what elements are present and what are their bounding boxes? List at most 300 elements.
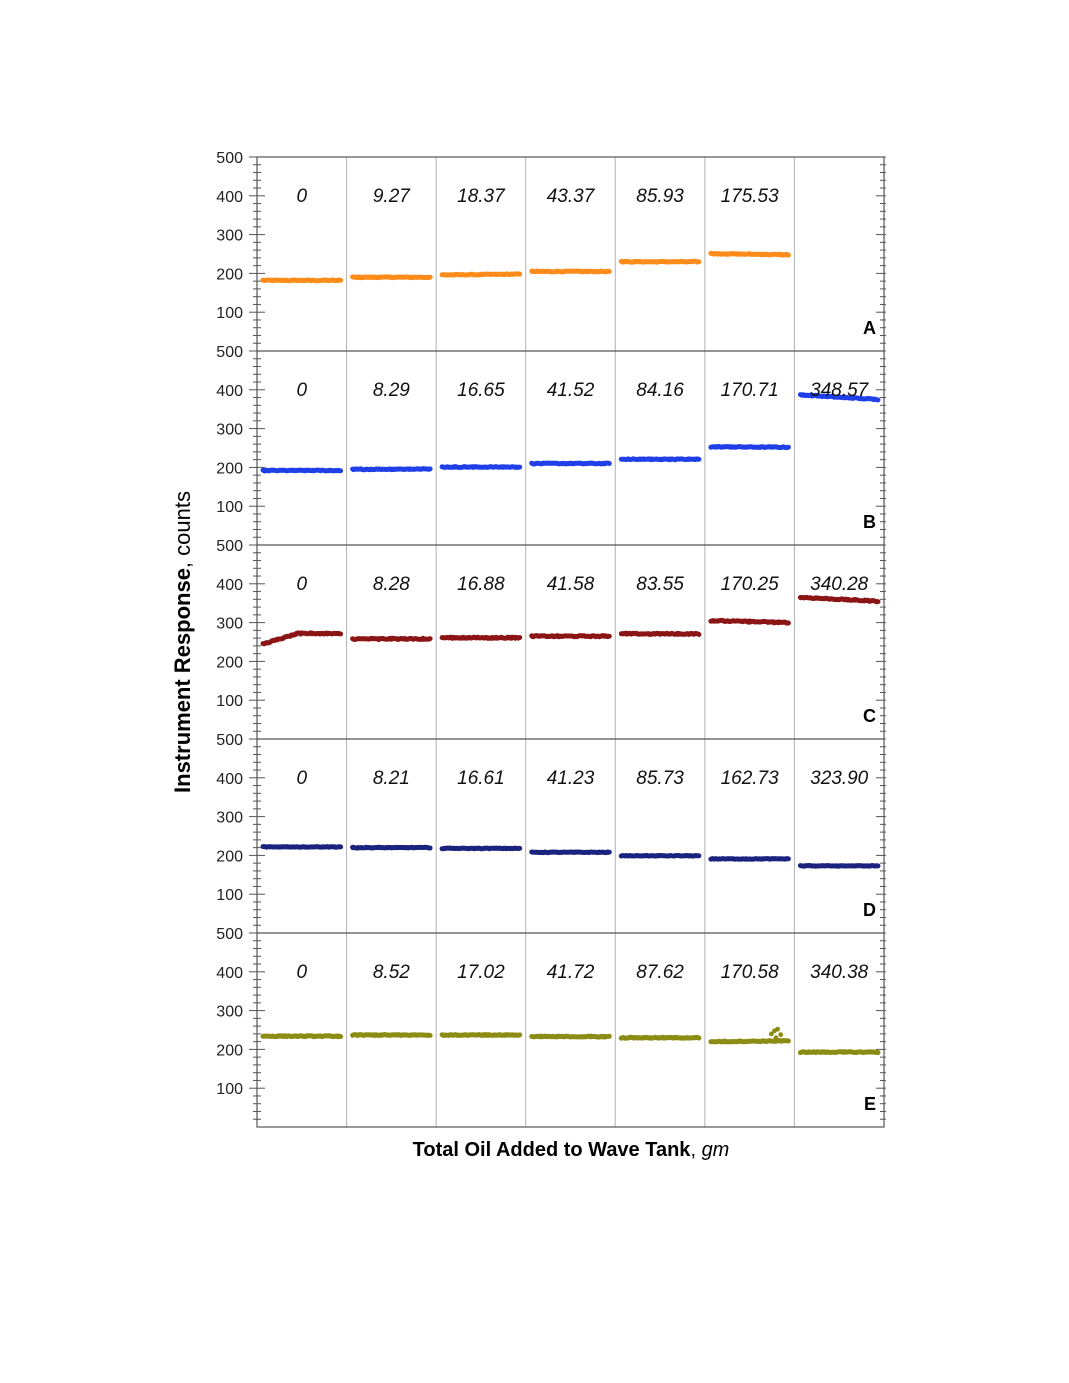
panel-letter-D: D	[863, 900, 876, 920]
data-point	[637, 854, 641, 858]
data-point	[499, 846, 503, 850]
data-point	[392, 1033, 396, 1037]
data-point	[854, 599, 858, 603]
dose-label: 18.37	[457, 186, 505, 207]
data-point	[735, 619, 739, 623]
data-point	[462, 1033, 466, 1037]
data-point	[847, 1050, 851, 1054]
data-point	[811, 596, 815, 600]
data-point	[537, 850, 541, 854]
data-point	[494, 637, 498, 641]
data-point	[290, 468, 294, 472]
data-point	[629, 1035, 633, 1039]
data-point	[640, 260, 644, 264]
data-point	[631, 457, 635, 461]
data-point	[628, 854, 632, 858]
y-tick-label: 500	[216, 926, 243, 943]
data-point	[597, 850, 601, 854]
data-point	[444, 635, 448, 639]
data-point	[471, 466, 475, 470]
data-point	[677, 854, 681, 858]
data-point	[271, 1034, 275, 1038]
data-point	[473, 274, 477, 278]
data-point	[417, 467, 421, 471]
data-point	[492, 846, 496, 850]
data-point	[320, 846, 324, 850]
data-point	[831, 597, 835, 601]
data-point	[671, 260, 675, 264]
data-point	[710, 618, 714, 622]
data-point	[356, 637, 360, 641]
data-point	[361, 276, 365, 280]
data-point	[685, 632, 689, 636]
data-point	[775, 1027, 780, 1032]
data-point	[471, 1033, 475, 1037]
data-point	[782, 252, 786, 256]
data-point	[677, 458, 681, 462]
data-point	[352, 638, 356, 642]
data-point	[306, 1033, 310, 1037]
x-axis-title-main: Total Oil Added to Wave Tank	[412, 1139, 691, 1161]
dose-label: 85.73	[636, 768, 684, 789]
data-point	[729, 1039, 733, 1043]
dose-label: 340.28	[810, 574, 869, 595]
data-point	[392, 468, 396, 472]
data-point	[689, 1036, 693, 1040]
data-point	[278, 278, 282, 282]
data-point	[552, 636, 556, 640]
data-point	[568, 269, 572, 273]
data-point	[774, 1035, 779, 1040]
data-point	[803, 864, 807, 868]
data-point	[311, 278, 315, 282]
data-point	[293, 468, 297, 472]
data-point	[873, 864, 877, 868]
data-point	[755, 621, 759, 625]
data-point	[539, 463, 543, 467]
data-point	[284, 279, 288, 283]
data-point	[279, 1034, 283, 1038]
data-point	[454, 635, 458, 639]
dose-label: 170.58	[720, 962, 779, 983]
data-points-E-spike	[769, 1027, 783, 1040]
data-point	[479, 274, 483, 278]
data-point	[586, 461, 590, 465]
data-point	[666, 1035, 670, 1039]
data-point	[268, 278, 272, 282]
data-point	[548, 269, 552, 273]
data-point	[644, 259, 648, 263]
data-point	[812, 1050, 816, 1054]
data-point	[563, 270, 567, 274]
data-point	[504, 1034, 508, 1038]
data-point	[570, 462, 574, 466]
data-point	[836, 1051, 840, 1055]
data-point	[290, 634, 294, 638]
data-point	[489, 273, 493, 277]
data-point	[685, 1036, 689, 1040]
data-point	[299, 469, 303, 473]
data-point	[598, 1036, 602, 1040]
data-point	[642, 456, 646, 460]
y-tick-label: 300	[216, 615, 243, 633]
dose-label: 9.27	[372, 186, 410, 207]
data-point	[262, 1035, 266, 1039]
data-point	[302, 1034, 306, 1038]
data-point	[384, 467, 388, 471]
data-point	[548, 850, 552, 854]
data-point	[686, 458, 690, 462]
data-point	[295, 633, 299, 637]
dose-label: 170.25	[720, 574, 779, 595]
data-point	[728, 445, 732, 449]
data-point	[723, 252, 727, 256]
data-point	[567, 1035, 571, 1039]
data-point	[412, 1033, 416, 1037]
data-point	[336, 468, 340, 472]
data-point	[727, 857, 731, 861]
data-point	[490, 635, 494, 639]
data-point	[875, 398, 879, 402]
data-point	[378, 847, 382, 851]
data-point	[502, 847, 506, 851]
data-point	[411, 277, 415, 281]
data-point	[327, 278, 331, 282]
data-point	[585, 850, 589, 854]
data-point	[272, 278, 276, 282]
data-point	[305, 845, 309, 849]
data-point	[648, 633, 652, 637]
data-point	[405, 638, 409, 642]
y-tick-label: 500	[216, 150, 243, 167]
data-point	[462, 635, 466, 639]
data-point	[745, 252, 749, 256]
data-point	[813, 864, 817, 868]
dose-label: 175.53	[720, 186, 779, 207]
y-tick-label: 500	[216, 732, 243, 749]
y-tick-label: 400	[216, 188, 243, 206]
data-point	[413, 637, 417, 641]
data-point	[420, 468, 424, 472]
data-point	[448, 846, 452, 850]
data-point	[396, 275, 400, 279]
data-point	[327, 1034, 331, 1038]
data-point	[387, 1034, 391, 1038]
panel-letter-B: B	[863, 512, 876, 532]
data-point	[675, 1036, 679, 1040]
data-point	[281, 846, 285, 850]
data-point	[851, 1051, 855, 1055]
data-point	[314, 1034, 318, 1038]
data-point	[643, 633, 647, 637]
data-point	[294, 1033, 298, 1037]
data-point	[555, 461, 559, 465]
data-point	[579, 1036, 583, 1040]
data-point	[455, 1034, 459, 1038]
data-point	[767, 1040, 771, 1044]
data-point	[656, 855, 660, 859]
data-point	[276, 639, 280, 643]
data-point	[588, 851, 592, 855]
data-point	[339, 633, 343, 637]
data-point	[773, 620, 777, 624]
data-point	[361, 636, 365, 640]
data-point	[283, 468, 287, 472]
dose-label: 8.29	[372, 380, 410, 401]
data-point	[750, 445, 754, 449]
y-tick-label: 100	[216, 1081, 243, 1099]
data-point	[710, 252, 714, 256]
data-point	[364, 1033, 368, 1037]
data-point	[387, 846, 391, 850]
data-point	[666, 854, 670, 858]
y-tick-label: 500	[216, 538, 243, 555]
y-tick-label: 100	[216, 499, 243, 517]
data-point	[486, 466, 490, 470]
data-point	[638, 1035, 642, 1039]
data-point	[370, 1033, 374, 1037]
data-point	[422, 638, 426, 642]
data-point	[620, 853, 624, 857]
data-point	[302, 468, 306, 472]
y-axis-title-unit: , counts	[170, 491, 195, 569]
x-axis-title-sep: ,	[690, 1139, 702, 1161]
dose-label: 41.52	[546, 380, 595, 401]
data-point	[728, 620, 732, 624]
data-point	[744, 1040, 748, 1044]
data-point	[407, 846, 411, 850]
data-point	[637, 633, 641, 637]
panel-letter-E: E	[863, 1094, 876, 1114]
data-point	[391, 275, 395, 279]
data-point	[328, 845, 332, 849]
dose-label: 0	[296, 186, 308, 207]
data-point	[326, 631, 330, 635]
y-tick-label: 300	[216, 1003, 243, 1021]
data-point	[755, 253, 759, 257]
y-tick-label: 200	[216, 654, 243, 672]
data-point	[741, 619, 745, 623]
data-point	[786, 252, 790, 256]
data-point	[403, 467, 407, 471]
dose-label: 41.72	[546, 962, 595, 983]
data-point	[374, 1032, 378, 1036]
data-point	[637, 458, 641, 462]
data-point	[462, 465, 466, 469]
data-point	[509, 847, 513, 851]
data-point	[316, 845, 320, 849]
data-point	[483, 1034, 487, 1038]
data-point	[594, 634, 598, 638]
data-point	[843, 1051, 847, 1055]
data-point	[628, 260, 632, 264]
data-point	[444, 274, 448, 278]
data-point	[442, 465, 446, 469]
y-tick-label: 400	[216, 770, 243, 788]
data-point	[688, 631, 692, 635]
data-point	[853, 865, 857, 869]
data-point	[397, 845, 401, 849]
data-point	[262, 279, 266, 283]
dose-label: 85.93	[636, 186, 684, 207]
data-point	[317, 468, 321, 472]
data-point	[487, 1034, 491, 1038]
y-tick-label: 300	[216, 227, 243, 245]
dose-label: 0	[296, 768, 308, 789]
data-point	[598, 636, 602, 640]
data-point	[735, 253, 739, 257]
data-point	[649, 260, 653, 264]
data-point	[370, 637, 374, 641]
data-point	[762, 252, 766, 256]
data-point	[267, 1035, 271, 1039]
data-point	[323, 278, 327, 282]
data-point	[547, 1035, 551, 1039]
y-tick-label: 300	[216, 809, 243, 827]
data-point	[310, 1034, 314, 1038]
data-point	[478, 1033, 482, 1037]
x-axis-title	[413, 1139, 730, 1161]
data-point	[758, 446, 762, 450]
data-point	[390, 845, 394, 849]
data-point	[861, 1050, 865, 1054]
data-point	[759, 857, 763, 861]
data-point	[560, 1034, 564, 1038]
data-point	[385, 637, 389, 641]
data-point	[653, 458, 657, 462]
data-point	[808, 595, 812, 599]
data-point	[799, 597, 803, 601]
data-point	[278, 468, 282, 472]
data-point	[531, 850, 535, 854]
data-point	[351, 1033, 355, 1037]
dose-label: 41.23	[546, 768, 595, 789]
data-point	[469, 637, 473, 641]
y-tick-label: 400	[216, 964, 243, 982]
data-point	[739, 1040, 743, 1044]
dose-label: 0	[296, 574, 308, 595]
data-point	[407, 1034, 411, 1038]
dose-label: 43.37	[546, 186, 595, 207]
data-point	[299, 631, 303, 635]
data-point	[476, 846, 480, 850]
data-point	[351, 847, 355, 851]
data-point	[494, 272, 498, 276]
data-point	[456, 273, 460, 277]
data-point	[514, 637, 518, 641]
data-point	[461, 273, 465, 277]
data-point	[467, 465, 471, 469]
data-point	[360, 845, 364, 849]
data-point	[869, 1049, 873, 1053]
dose-label: 162.73	[720, 768, 779, 789]
y-tick-label: 200	[216, 266, 243, 284]
data-point	[656, 260, 660, 264]
data-point	[292, 845, 296, 849]
data-point	[716, 1040, 720, 1044]
data-point	[322, 1034, 326, 1038]
data-point	[659, 457, 663, 461]
data-point	[530, 635, 534, 639]
data-point	[270, 639, 274, 643]
data-point	[314, 279, 318, 283]
data-point	[548, 635, 552, 639]
data-point	[730, 253, 734, 257]
data-point	[541, 851, 545, 855]
data-point	[395, 1034, 399, 1038]
data-point	[285, 844, 289, 848]
data-point	[357, 467, 361, 471]
y-tick-label: 500	[216, 344, 243, 361]
data-point	[623, 259, 627, 263]
data-point	[858, 864, 862, 868]
data-point	[416, 845, 420, 849]
y-tick-label: 200	[216, 1042, 243, 1060]
data-point	[268, 845, 272, 849]
data-point	[641, 853, 645, 857]
data-point	[316, 631, 320, 635]
data-point	[560, 634, 564, 638]
data-point	[538, 635, 542, 639]
data-point	[272, 468, 276, 472]
data-point	[677, 260, 681, 264]
data-point	[659, 259, 663, 263]
dose-label: 87.62	[636, 962, 684, 983]
y-axis-title-main: Instrument Response	[170, 568, 195, 793]
dose-label: 41.58	[546, 574, 595, 595]
data-point	[846, 597, 850, 601]
data-point	[776, 856, 780, 860]
data-point	[355, 1033, 359, 1037]
data-point	[695, 1036, 699, 1040]
data-point	[693, 853, 697, 857]
data-point	[668, 457, 672, 461]
data-point	[313, 845, 317, 849]
data-point	[307, 468, 311, 472]
data-point	[263, 844, 267, 848]
data-point	[805, 595, 809, 599]
data-point	[515, 465, 519, 469]
data-point	[768, 620, 772, 624]
data-point	[576, 270, 580, 274]
data-point	[562, 461, 566, 465]
data-layer	[262, 251, 879, 1055]
data-point	[711, 445, 715, 449]
data-point	[499, 465, 503, 469]
data-point	[466, 273, 470, 277]
data-point	[717, 857, 721, 861]
data-point	[335, 279, 339, 283]
data-point	[467, 1033, 471, 1037]
data-point	[268, 470, 272, 474]
data-point	[382, 638, 386, 642]
data-point	[749, 1040, 753, 1044]
data-point	[453, 846, 457, 850]
data-point	[850, 598, 854, 602]
data-point	[370, 847, 374, 851]
dose-label: 16.65	[457, 380, 505, 401]
data-point	[301, 845, 305, 849]
data-point	[454, 466, 458, 470]
data-point	[390, 636, 394, 640]
data-point	[806, 1051, 810, 1055]
y-tick-label: 200	[216, 460, 243, 478]
y-tick-label: 400	[216, 382, 243, 400]
data-point	[746, 620, 750, 624]
data-point	[563, 850, 567, 854]
data-point	[299, 279, 303, 283]
data-point	[542, 271, 546, 275]
